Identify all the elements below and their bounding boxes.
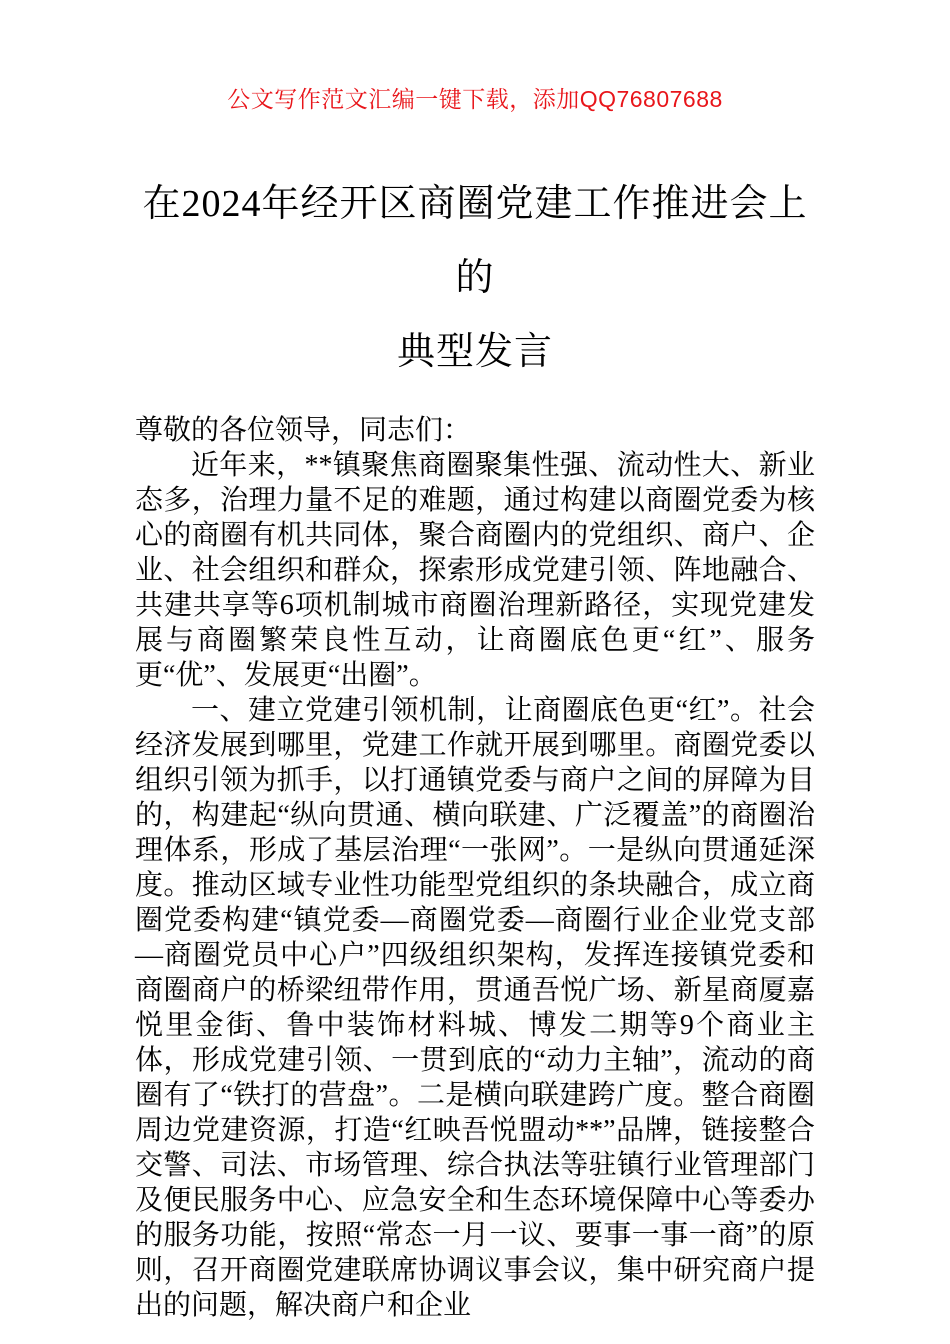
paragraph-intro: 近年来，**镇聚焦商圈聚集性强、流动性大、新业态多，治理力量不足的难题，通过构建以商圈党委为核心的商圈有机共同体，聚合商圈内的党组织、商户、企业、社会组织和群众，探索形成党建引领、阵地融合、共建共享等6项机制城市商圈治理新路径，实现党建发展与商圈繁荣良性互动，让商圈底色更“红”、服务更“优”、发展更“出圈”。 (135, 450, 815, 691)
header-notice: 公文写作范文汇编一键下载，添加QQ76807688 (227, 86, 723, 112)
paragraph-section-one: 一、建立党建引领机制，让商圈底色更“红”。社会经济发展到哪里，党建工作就开展到哪里。商圈党委以组织引领为抓手，以打通镇党委与商户之间的屏障为目的，构建起“纵向贯通、横向联建、广泛覆盖”的商圈治理体系，形成了基层治理“一张网”。一是纵向贯通延深度。推动区域专业性功能型党组织的条块融合，成立商圈党委构建“镇党委—商圈党委—商圈行业企业党支部—商圈党员中心户”四级组织架构，发挥连接镇党委和商圈商户的桥梁纽带作用，贯通吾悦广场、新星商厦嘉悦里金街、鲁中装饰材料城、博发二期等9个商业主体，形成党建引领、一贯到底的“动力主轴”，流动的商圈有了“铁打的营盘”。二是横向联建跨广度。整合商圈周边党建资源，打造“红映吾悦盟动**”品牌，链接整合交警、司法、市场管理、综合执法等驻镇行业管理部门及便民服务中心、应急安全和生态环境保障中心等委办的服务功能，按照“常态一月一议、要事一事一商”的原则，召开商圈党建联席协调议事会议，集中研究商户提出的问题，解决商户和企业 (135, 695, 815, 1321)
document-body (135, 413, 815, 1323)
document-title-line-1: 在2024年经开区商圈党建工作推进会上的 (142, 183, 808, 299)
document-title-line-2: 典型发言 (396, 331, 553, 373)
salutation: 尊敬的各位领导，同志们： (135, 415, 472, 446)
document-title (135, 167, 815, 389)
